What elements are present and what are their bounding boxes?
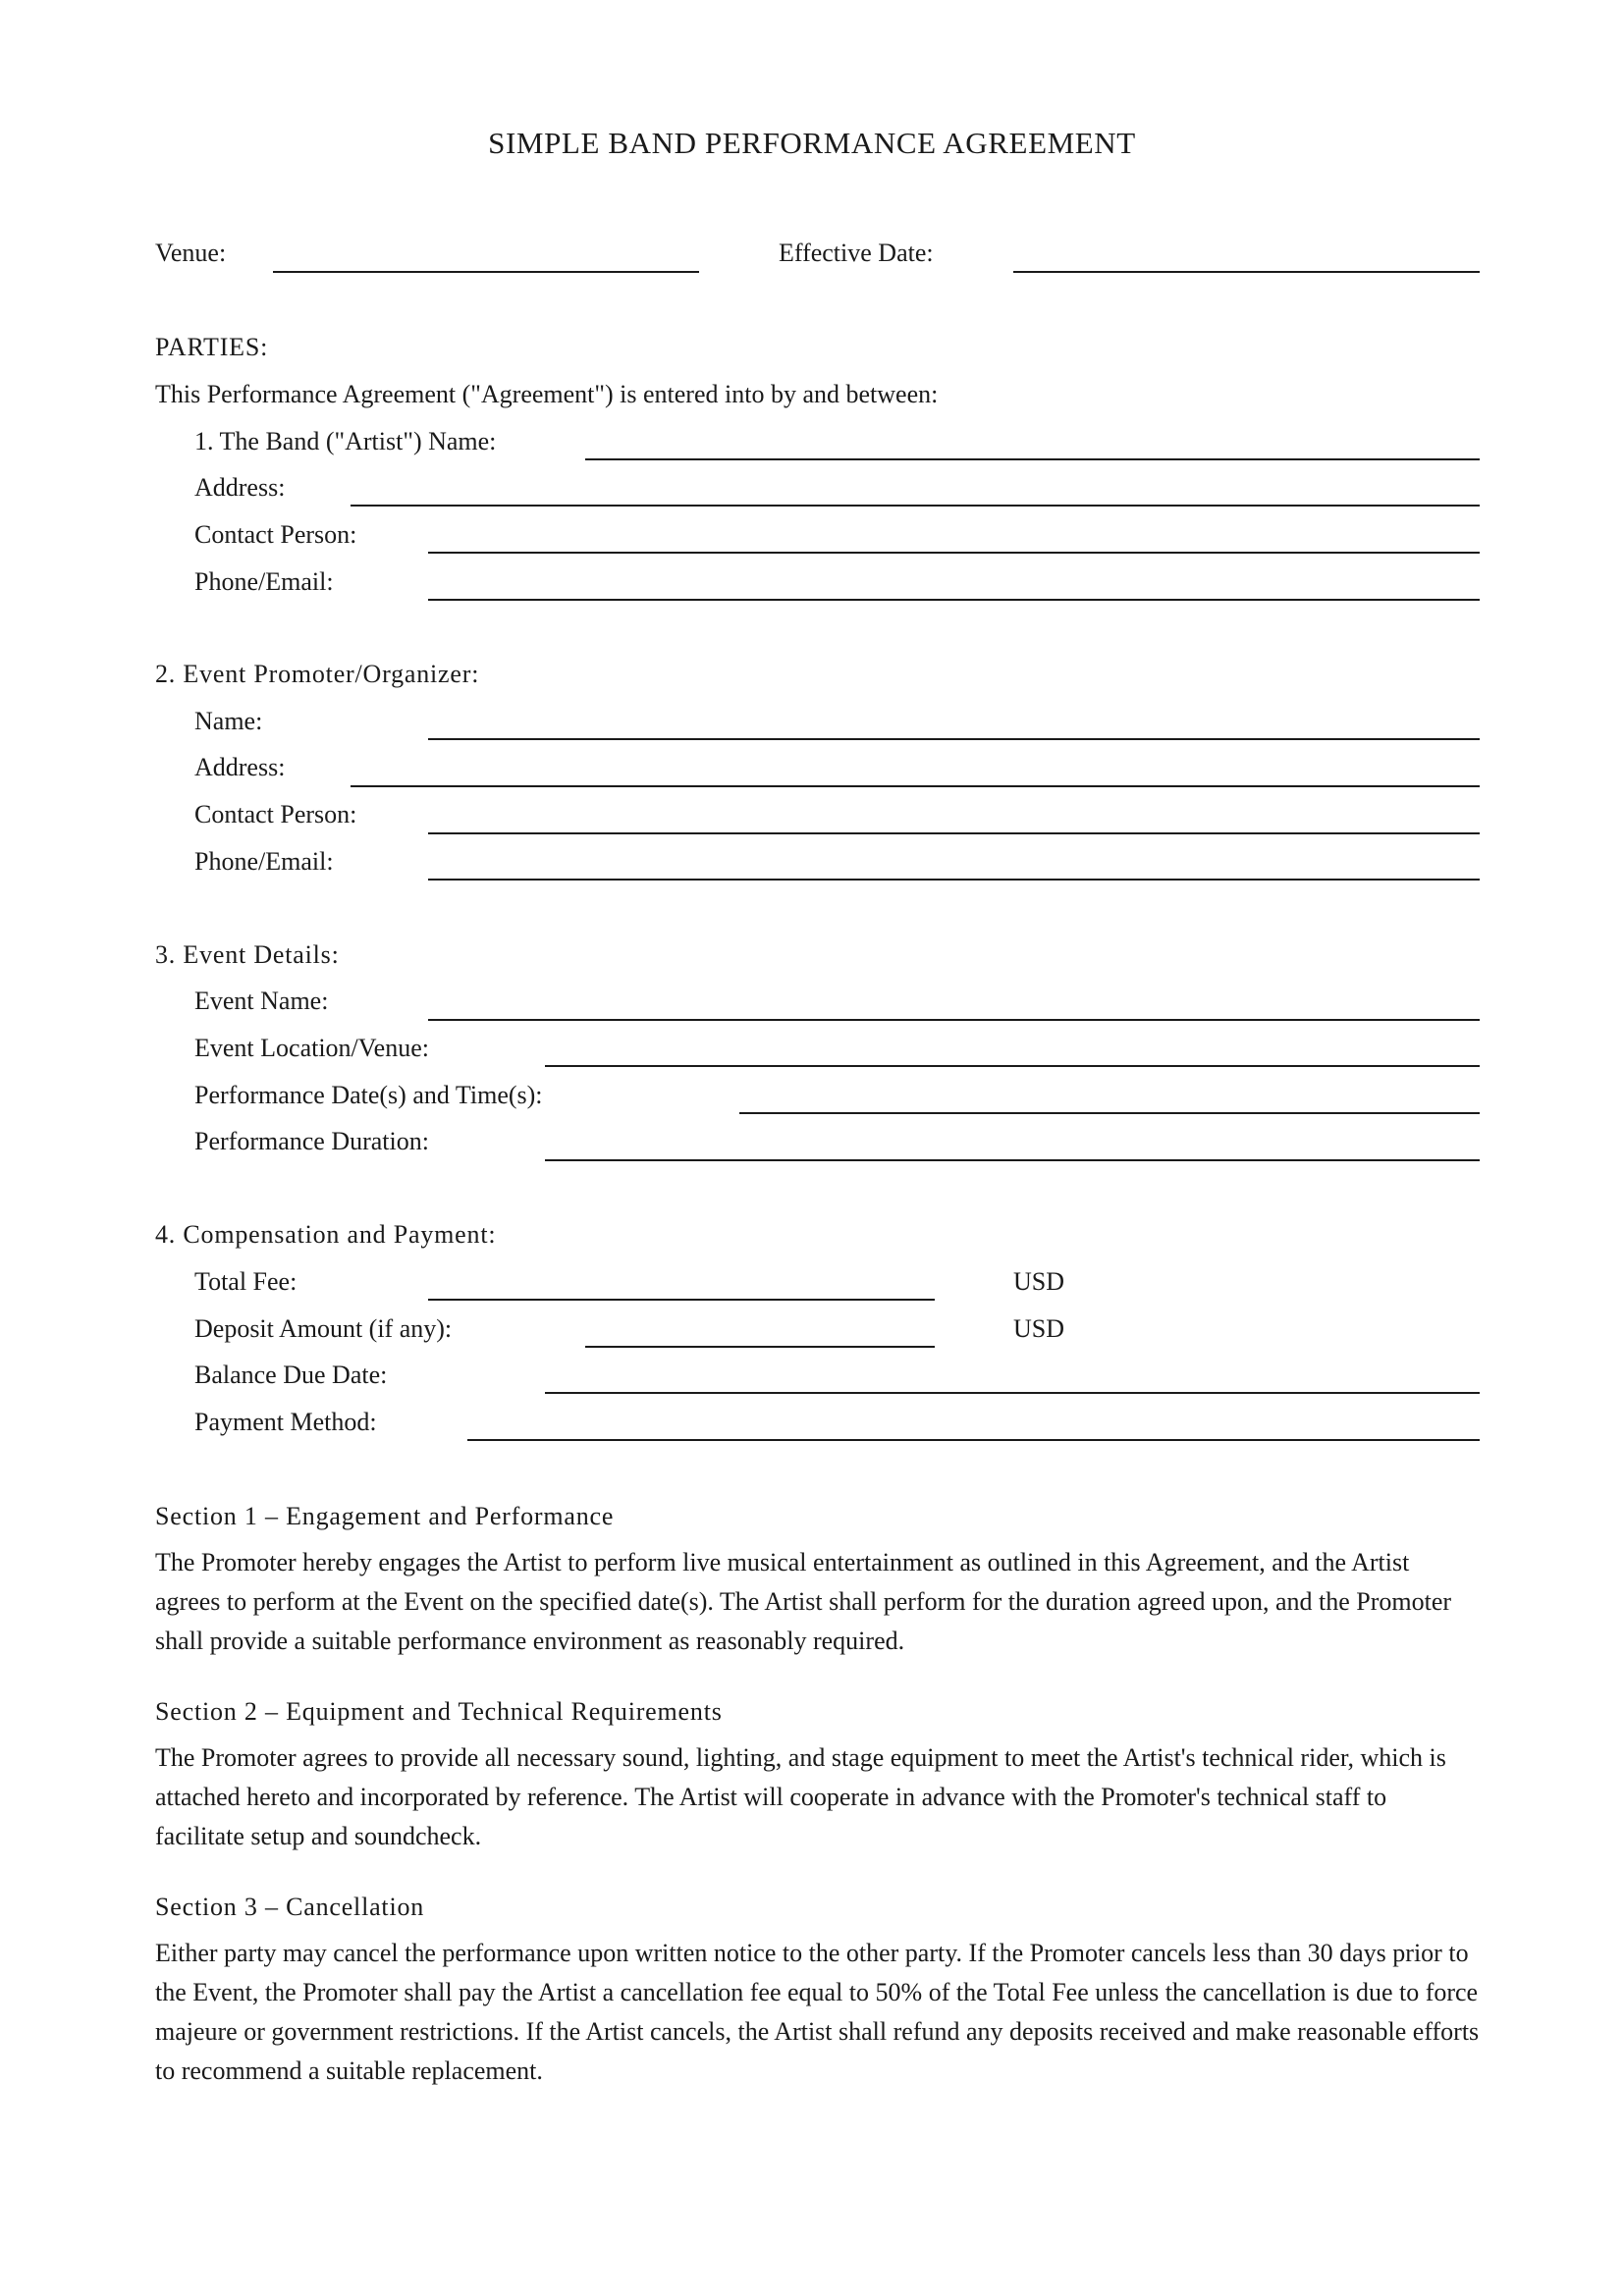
- band-address-field[interactable]: [351, 505, 1480, 507]
- event-duration-field[interactable]: [545, 1159, 1480, 1161]
- band-contact-field[interactable]: [428, 552, 1480, 554]
- promoter-heading: 2. Event Promoter/Organizer:: [155, 660, 480, 688]
- event-datetime-label: Performance Date(s) and Time(s):: [194, 1081, 543, 1109]
- section-2-body: The Promoter agrees to provide all necessary sound, lighting, and stage equipment to meet the Artist's technical rider, which is attached hereto and incorporated by reference. The Artist will cooperate in advance with the Promoter's technical staff to facilitate setup and soundcheck.: [155, 1743, 1446, 1850]
- effective-date-label: Effective Date:: [779, 239, 934, 267]
- event-location-field[interactable]: [545, 1065, 1480, 1067]
- section-2-heading: Section 2 – Equipment and Technical Requirements: [155, 1697, 723, 1726]
- balance-due-label: Balance Due Date:: [194, 1361, 388, 1389]
- payment-method-label: Payment Method:: [194, 1408, 377, 1436]
- event-name-label: Event Name:: [194, 987, 329, 1015]
- promoter-name-label: Name:: [194, 707, 263, 735]
- deposit-label: Deposit Amount (if any):: [194, 1314, 453, 1343]
- total-fee-field[interactable]: [428, 1299, 935, 1301]
- band-phone-field[interactable]: [428, 599, 1480, 601]
- promoter-phone-field[interactable]: [428, 879, 1480, 881]
- promoter-phone-label: Phone/Email:: [194, 847, 334, 876]
- event-location-label: Event Location/Venue:: [194, 1034, 429, 1062]
- deposit-field[interactable]: [585, 1346, 935, 1348]
- section-3-heading: Section 3 – Cancellation: [155, 1893, 425, 1921]
- promoter-address-label: Address:: [194, 753, 286, 781]
- parties-heading: PARTIES:: [155, 333, 269, 361]
- section-1-heading: Section 1 – Engagement and Performance: [155, 1502, 615, 1530]
- band-address-label: Address:: [194, 473, 286, 502]
- band-contact-label: Contact Person:: [194, 520, 357, 549]
- section-3-body: Either party may cancel the performance upon written notice to the other party. If the Promoter cancels less than 30 days prior to the Event, the Promoter shall pay the Artist a cancellation fee equal to 50% of the Total Fee unless the cancellation is due to force majeure or government restrictions. If the Artist cancels, the Artist shall refund any deposits received and make reasonable efforts to recommend a suitable replacement.: [155, 1939, 1480, 2085]
- promoter-address-field[interactable]: [351, 785, 1480, 787]
- promoter-contact-field[interactable]: [428, 832, 1480, 834]
- effective-date-field[interactable]: [1013, 271, 1480, 273]
- band-phone-label: Phone/Email:: [194, 567, 334, 596]
- band-name-label: 1. The Band ("Artist") Name:: [194, 427, 497, 455]
- section-1-body: The Promoter hereby engages the Artist to perform live musical entertainment as outlined in this Agreement, and the Artist agrees to perform at the Event on the specified date(s). The Artist shall perform for the duration agreed upon, and the Promoter shall provide a suitable performance environment as reasonably required.: [155, 1548, 1452, 1655]
- deposit-currency: USD: [1013, 1314, 1065, 1343]
- total-fee-currency: USD: [1013, 1267, 1065, 1296]
- event-duration-label: Performance Duration:: [194, 1127, 429, 1155]
- compensation-heading: 4. Compensation and Payment:: [155, 1220, 497, 1249]
- promoter-name-field[interactable]: [428, 738, 1480, 740]
- venue-label: Venue:: [155, 239, 227, 267]
- promoter-contact-label: Contact Person:: [194, 800, 357, 828]
- total-fee-label: Total Fee:: [194, 1267, 298, 1296]
- event-heading: 3. Event Details:: [155, 940, 340, 969]
- event-datetime-field[interactable]: [739, 1112, 1480, 1114]
- venue-field[interactable]: [273, 271, 699, 273]
- payment-method-field[interactable]: [467, 1439, 1480, 1441]
- balance-due-field[interactable]: [545, 1392, 1480, 1394]
- event-name-field[interactable]: [428, 1019, 1480, 1021]
- parties-intro: This Performance Agreement ("Agreement") is entered into by and between:: [155, 380, 939, 408]
- band-name-field[interactable]: [585, 458, 1480, 460]
- page-title: SIMPLE BAND PERFORMANCE AGREEMENT: [488, 126, 1136, 160]
